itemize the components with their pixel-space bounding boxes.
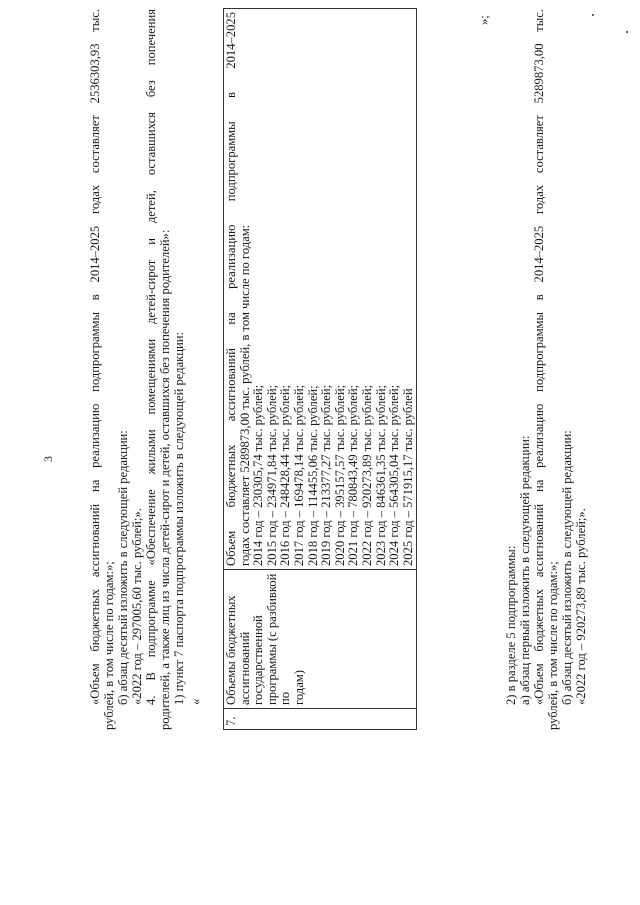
text-line-bottom-3: рублей, в том числе по годам:»;	[546, 561, 560, 730]
text-line-bottom-2: «Объем бюджетных ассигнований на реализацию подпрограммы в 2014–2025 годах составляет 5289873,00 тыс.	[532, 9, 546, 705]
text-line-bottom-1: а) абзац первый изложить в следующей редакции:	[518, 435, 532, 705]
text-line-bottom-0: 2) в разделе 5 подпрограммы:	[504, 545, 518, 705]
text-line-top-6: 1) пункт 7 паспорта подпрограммы изложить в следующей редакции:	[172, 331, 186, 705]
text-line-top-7: «	[189, 698, 203, 705]
year-line: 2018 год – 114455,06 тыс. рублей;	[305, 385, 320, 566]
text-line-bottom-5: «2022 год – 920273,89 тыс. рублей;».	[574, 508, 588, 705]
text-line-top-4: 4. В подпрограмме «Обеспечение жилыми помещениями детей-сирот и детей, оставшихся без попечения	[144, 9, 158, 705]
scan-speck	[592, 14, 594, 16]
passport-table	[223, 8, 417, 730]
year-line: 2014 год – 230305,74 тыс. рублей;	[251, 384, 266, 566]
year-line: 2019 год – 213377,27 тыс. рублей;	[319, 384, 334, 566]
intro-line: Объем бюджетных ассигнований на реализацию подпрограммы в 2014–2025	[224, 12, 238, 566]
value-cell	[224, 9, 417, 570]
label-line: годам)	[291, 670, 306, 705]
year-line: 2015 год – 234971,84 тыс. рублей;	[264, 384, 279, 566]
text-line-top-2: б) абзац десятый изложить в следующей редакции:	[116, 430, 130, 705]
text-line-top-0: «Объем бюджетных ассигнований на реализацию подпрограммы в 2014–2025 годах составляет 2536303,93 тыс.	[88, 9, 102, 705]
scan-speck	[626, 31, 628, 33]
table-row	[224, 9, 417, 730]
year-line: 2022 год – 920273,89 тыс. рублей;	[359, 384, 374, 566]
label-cell	[224, 570, 417, 709]
year-line: 2025 год – 571915,17 тыс. рублей	[400, 388, 415, 566]
page-number: 3	[41, 456, 55, 462]
year-line: 2024 год – 564305,04 тыс. рублей;	[387, 384, 402, 566]
label-line: Объемы бюджетных	[224, 595, 238, 705]
intro-line: годах составляет 5289873,00 тыс. рублей, в том числе по годам:	[237, 224, 252, 566]
year-line: 2023 год – 846361,35 тыс. рублей;	[373, 384, 388, 566]
text-line-bottom-4: б) абзац десятый изложить в следующей редакции:	[560, 430, 574, 705]
year-line: 2016 год – 248428,44 тыс. рублей;	[278, 384, 293, 566]
year-line: 2021 год – 780843,49 тыс. рублей;	[346, 384, 361, 566]
text-line-top-1: рублей, в том числе по годам:»;	[102, 561, 116, 730]
row-number: 7.	[224, 716, 238, 726]
text-line-top-5: родителей, а также лиц из числа детей-сирот и детей, оставшихся без попечения родителей»:	[158, 229, 172, 730]
table-closing-mark: »;	[477, 15, 491, 25]
text-line-top-3: «2022 год – 297005,60 тыс. рублей;».	[130, 508, 144, 705]
year-line: 2017 год – 169478,14 тыс. рублей;	[291, 384, 306, 566]
label-line: ассигнований государственной	[237, 615, 266, 705]
label-line: программы (с разбивкой по	[264, 573, 293, 705]
year-line: 2020 год – 395157,57 тыс. рублей;	[332, 384, 347, 566]
row-number-cell	[224, 709, 417, 730]
